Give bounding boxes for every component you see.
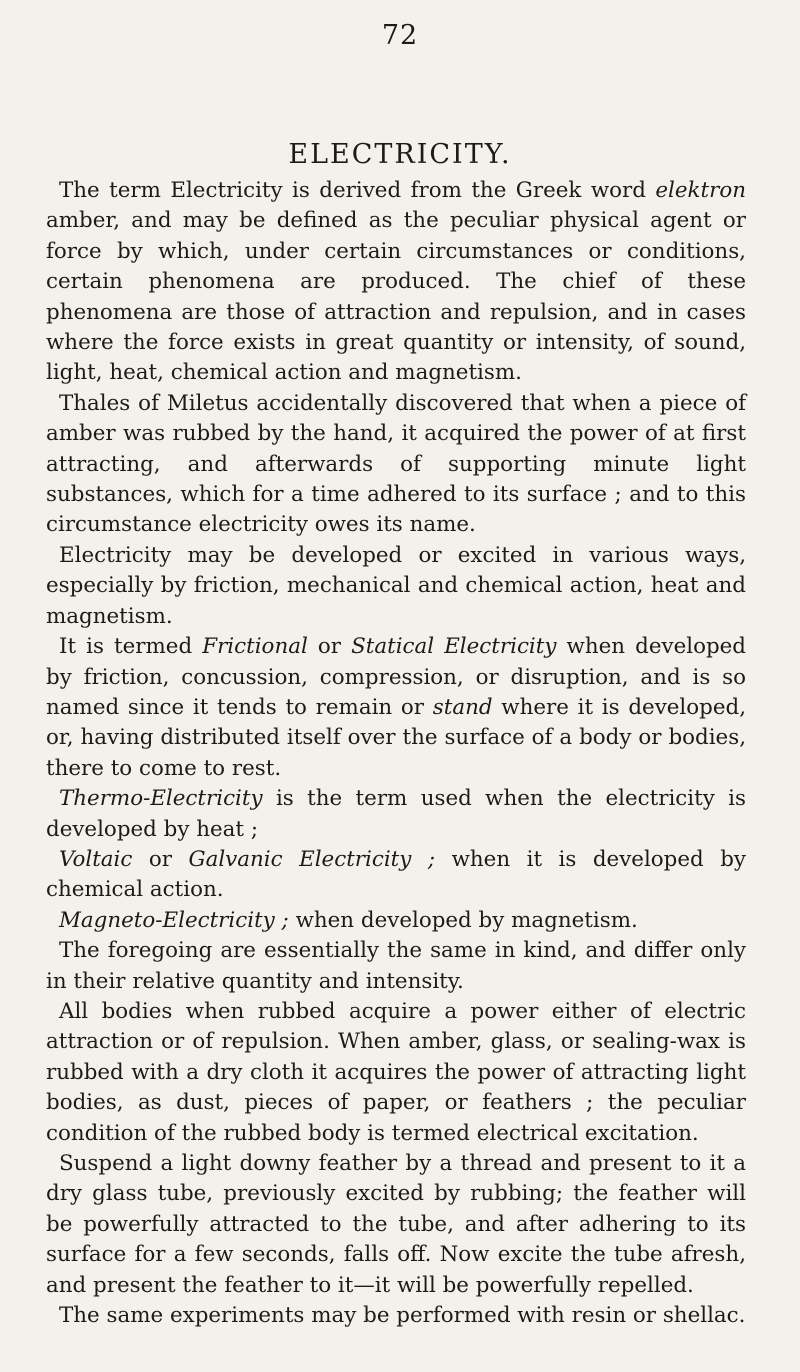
italic-term: Magneto-Electricity ;: [59, 907, 289, 933]
paragraph: [46, 176, 746, 389]
text-run: Electricity may be developed or excited in various ways, especially by friction, mechanical and chemical action, heat and magnetism.: [46, 542, 746, 629]
text-run: The same experiments may be performed with resin or shellac.: [59, 1303, 746, 1329]
text-run: The term Electricity is derived from the Greek word: [59, 178, 656, 203]
italic-term: Statical Electricity: [351, 634, 557, 660]
paragraph: [46, 389, 746, 541]
italic-term: Voltaic: [59, 846, 133, 872]
text-run: where it is developed, or, having distributed itself over the surface of a body or bodies, there to come to rest.: [46, 694, 746, 781]
paragraph: [46, 784, 746, 845]
italic-term: Thermo-Electricity: [59, 786, 263, 812]
italic-term: stand: [432, 694, 493, 720]
text-run: It is termed: [59, 634, 203, 660]
page-number: 72: [381, 20, 419, 51]
paragraph: [46, 997, 746, 1149]
paragraph: [46, 1301, 746, 1331]
text-run: when it is developed by chemical action.: [46, 846, 746, 903]
text-run: when developed by friction, concussion, compression, or disruption, and is so named since it tends to remain or: [46, 634, 746, 720]
body-text: [46, 176, 746, 1331]
italic-term: elektron: [655, 178, 746, 203]
paragraph: [46, 632, 746, 784]
chapter-heading: ELECTRICITY.: [288, 139, 512, 170]
paragraph: [46, 541, 746, 632]
paragraph: [46, 936, 746, 997]
text-run: Suspend a light downy feather by a thread and present to it a dry glass tube, previously excited by rubbing; the feather will be powerfully attracted to the tube, and after adhering to its surface for a few seconds, falls off. Now excite the tube afresh, and present the feather to it—it will be powerfully repelled.: [46, 1151, 746, 1298]
text-run: or: [132, 846, 189, 872]
paragraph: [46, 906, 746, 936]
paragraph: [46, 845, 746, 906]
text-run: is the term used when the electricity is developed by heat ;: [46, 786, 746, 842]
text-run: or: [307, 634, 352, 660]
italic-term: Frictional: [202, 634, 308, 660]
italic-term: Galvanic Electricity ;: [188, 846, 436, 872]
paragraph: [46, 1149, 746, 1301]
text-run: when developed by magnetism.: [288, 907, 638, 933]
text-run: amber, and may be defined as the peculiar physical agent or force by which, under certain circumstances or conditions, certain phenomena are produced. The chief of these phenomena are those of attraction and repulsion, and in cases where the force exists in great quantity or intensity, of sound, light, heat, chemical action and magnetism.: [46, 208, 746, 386]
text-run: All bodies when rubbed acquire a power either of electric attraction or of repulsion. When amber, glass, or sealing-wax is rubbed with a dry cloth it acquires the power of attracting light bodies, as dust, pieces of paper, or feathers ; the peculiar condition of the rubbed body is termed electrical excitation.: [46, 998, 746, 1146]
text-run: The foregoing are essentially the same in kind, and differ only in their relative quantity and intensity.: [46, 938, 746, 994]
text-run: Thales of Miletus accidentally discovered that when a piece of amber was rubbed by the hand, it acquired the power of at first attracting, and afterwards of supporting minute light substances, which for a time adhered to its surface ; and to this circumstance electricity owes its name.: [46, 390, 746, 538]
